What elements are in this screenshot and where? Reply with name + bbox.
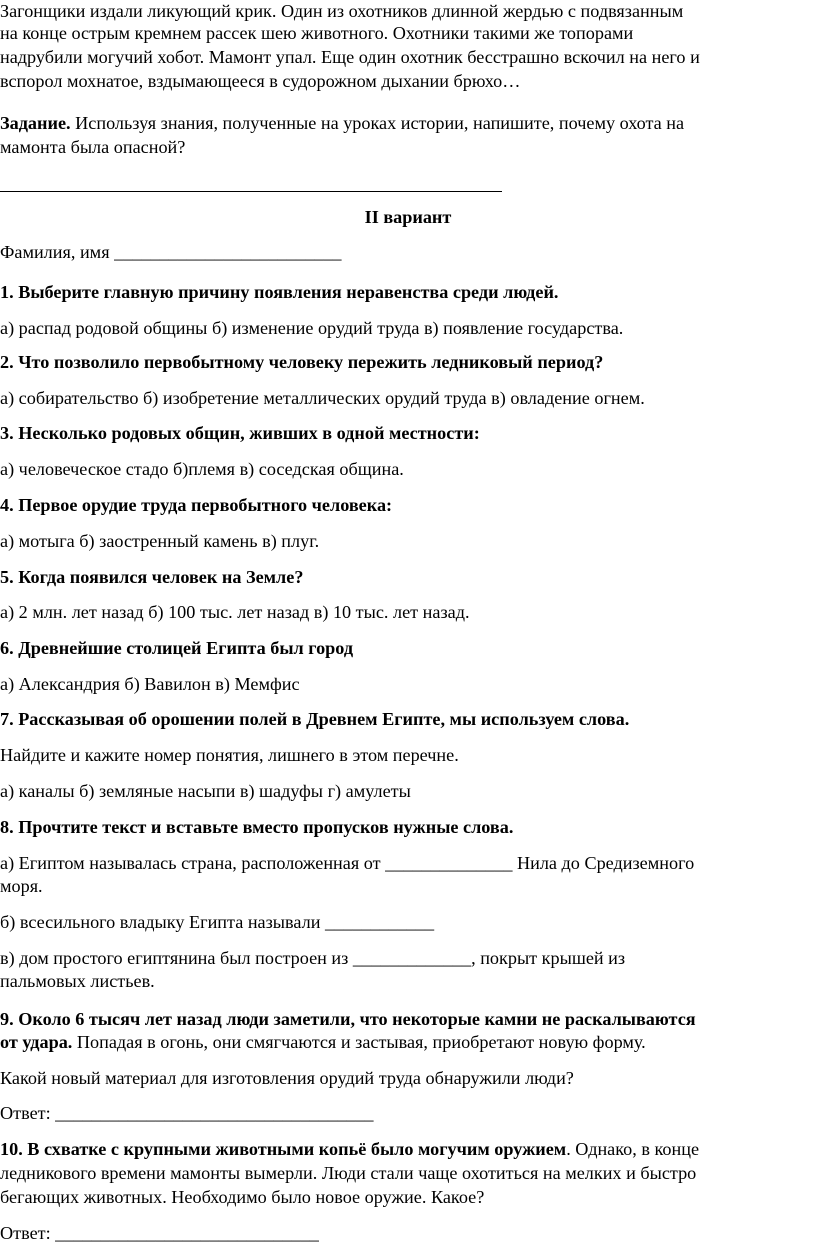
question-8-c-line-2: пальмовых листьев. <box>0 971 155 991</box>
answer-line <box>0 191 502 192</box>
question-9-line-2 <box>0 1031 812 1053</box>
question-7-title <box>0 708 812 730</box>
intro-line-2: на конце острым кремнем рассек шею животного. Охотники такими же топорами <box>0 23 634 43</box>
question-8-title <box>0 816 812 838</box>
question-5-title <box>0 566 812 588</box>
question-9-title-line-1 <box>0 1008 812 1030</box>
question-2-title-text: 2. Что позволило первобытному человеку пережить ледниковый период? <box>0 352 604 372</box>
question-2-answers: а) собирательство б) изобретение металлических орудий труда в) овладение огнем. <box>0 388 645 408</box>
question-5-answers: а) 2 млн. лет назад б) 100 тыс. лет назад в) 10 тыс. лет назад. <box>0 602 470 622</box>
question-9-question: Какой новый материал для изготовления орудий труда обнаружили люди? <box>0 1068 574 1088</box>
question-10-title-text: 10. В схватке с крупными животными копьё было могучим оружием <box>0 1139 567 1159</box>
question-9-text: Попадая в огонь, они смягчаются и застывая, приобретают новую форму. <box>72 1032 646 1052</box>
question-6-answers: а) Александрия б) Вавилон в) Мемфис <box>0 674 300 694</box>
question-4-title <box>0 494 812 516</box>
question-2-title <box>0 351 812 373</box>
question-9-title-end: от удара. <box>0 1032 73 1052</box>
question-8-a-line-2: моря. <box>0 876 43 896</box>
question-3-answers: а) человеческое стадо б)племя в) соседская община. <box>0 459 404 479</box>
question-9-answer: Ответ: ___________________________________ <box>0 1103 374 1123</box>
question-10-line-3: бегающих животных. Необходимо было новое оружие. Какое? <box>0 1187 485 1207</box>
question-1-title-text: 1. Выберите главную причину появления неравенства среди людей. <box>0 282 559 302</box>
question-7-title-text: 7. Рассказывая об орошении полей в Древнем Египте, мы используем слова. <box>0 709 630 729</box>
question-10-line-1 <box>0 1138 812 1160</box>
question-9-title-text: 9. Около 6 тысяч лет назад люди заметили, что некоторые камни не раскалываются <box>0 1009 696 1029</box>
task-line-2: мамонта была опасной? <box>0 137 186 157</box>
question-6-title <box>0 637 812 659</box>
question-10-line-2: ледникового времени мамонты вымерли. Люди стали чаще охотиться на мелких и быстро <box>0 1163 697 1183</box>
question-5-title-text: 5. Когда появился человек на Земле? <box>0 567 304 587</box>
question-8-title-text: 8. Прочтите текст и вставьте вместо пропусков нужные слова. <box>0 817 514 837</box>
question-8-a-line-1: а) Египтом называлась страна, расположенная от ______________ Нила до Средиземного <box>0 853 695 873</box>
question-4-title-text: 4. Первое орудие труда первобытного человека: <box>0 495 393 515</box>
intro-line-4: вспорол мохнатое, вздымающееся в судорожном дыхании брюхо… <box>0 71 521 91</box>
question-3-title-text: 3. Несколько родовых общин, живших в одной местности: <box>0 423 480 443</box>
intro-line-1: Загонщики издали ликующий крик. Один из охотников длинной жердью с подвязанным <box>0 1 684 21</box>
question-6-title-text: 6. Древнейшие столицей Египта был город <box>0 638 354 658</box>
question-7-answers: а) каналы б) земляные насыпи в) шадуфы г) амулеты <box>0 781 411 801</box>
question-1-title <box>0 281 812 303</box>
task-line-1 <box>0 112 812 134</box>
question-4-answers: а) мотыга б) заостренный камень в) плуг. <box>0 531 320 551</box>
task-label: Задание. <box>0 113 71 133</box>
question-10-text: . Однако, в конце <box>566 1139 700 1159</box>
question-8-c-line-1: в) дом простого египтянина был построен из _____________, покрыт крышей из <box>0 948 626 968</box>
question-1-answers: а) распад родовой общины б) изменение орудий труда в) появление государства. <box>0 318 624 338</box>
variant-title-text: II вариант <box>364 207 452 227</box>
question-7-instruction: Найдите и кажите номер понятия, лишнего в этом перечне. <box>0 745 459 765</box>
task-text: Используя знания, полученные на уроках истории, напишите, почему охота на <box>70 113 685 133</box>
intro-line-3: надрубили могучий хобот. Мамонт упал. Еще один охотник бесстрашно вскочил на него и <box>0 47 700 67</box>
question-8-b: б) всесильного владыку Египта называли ____________ <box>0 912 435 932</box>
variant-title <box>0 206 816 228</box>
name-field: Фамилия, имя _________________________ <box>0 242 342 262</box>
question-3-title <box>0 422 812 444</box>
question-10-answer: Ответ: _____________________________ <box>0 1223 319 1243</box>
